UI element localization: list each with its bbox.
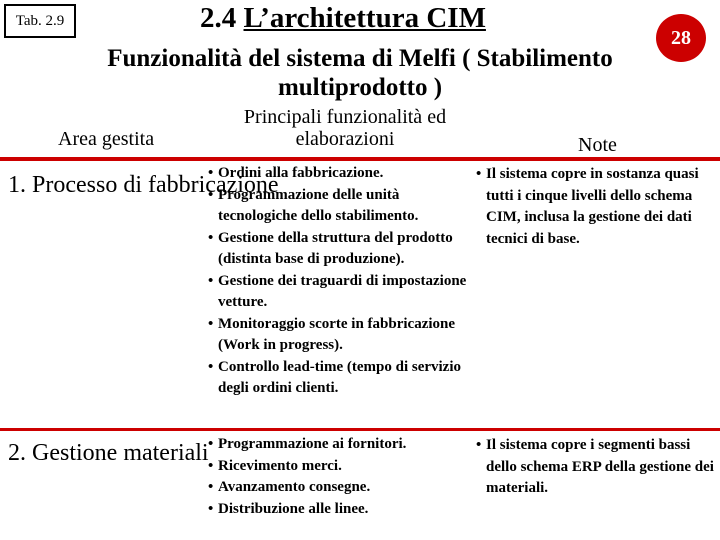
- subtitle: Funzionalità del sistema di Melfi ( Stabilimento multiprodotto ): [107, 45, 613, 101]
- row-2-functions: [206, 434, 468, 520]
- function-item: • Programmazione delle unità tecnologiche dello stabilimento.: [206, 185, 468, 228]
- header-divider: [0, 157, 720, 161]
- row-2-area: 2. Gestione materiali: [8, 440, 209, 466]
- table-number-label: Tab. 2.9: [4, 4, 76, 38]
- note-item: • Il sistema copre i segmenti bassi dello schema ERP della gestione dei materiali.: [474, 435, 720, 500]
- row-2-notes: [474, 435, 720, 500]
- column-header-area: Area gestita: [58, 128, 155, 150]
- column-header-notes: Note: [578, 134, 617, 156]
- function-item: • Ordini alla fabbricazione.: [206, 163, 468, 185]
- note-item: • Il sistema copre in sostanza quasi tutti i cinque livelli dello schema CIM, inclusa la gestione dei dati tecnici di base.: [474, 164, 720, 250]
- row-1-area: 1. Processo di fabbricazione: [8, 172, 279, 198]
- function-item: • Ricevimento merci.: [206, 456, 468, 478]
- row-divider: [0, 428, 720, 431]
- row-1-notes: [474, 164, 720, 250]
- function-item: • Gestione della struttura del prodotto (distinta base di produzione).: [206, 228, 468, 271]
- function-item: • Programmazione ai fornitori.: [206, 434, 468, 456]
- function-item: • Gestione dei traguardi di impostazione vetture.: [206, 271, 468, 314]
- page-number-badge: 28: [656, 14, 706, 62]
- column-header-functions: Principali funzionalità ed elaborazioni: [243, 106, 447, 150]
- row-1-functions: [206, 163, 468, 400]
- title-text: L’architettura CIM: [243, 2, 486, 34]
- function-item: • Distribuzione alle linee.: [206, 499, 468, 521]
- function-item: • Monitoraggio scorte in fabbricazione (Work in progress).: [206, 314, 468, 357]
- page-title: [200, 2, 486, 35]
- function-item: • Avanzamento consegne.: [206, 477, 468, 499]
- function-item: • Controllo lead-time (tempo di servizio degli ordini clienti.: [206, 357, 468, 400]
- title-number: 2.4: [200, 2, 244, 34]
